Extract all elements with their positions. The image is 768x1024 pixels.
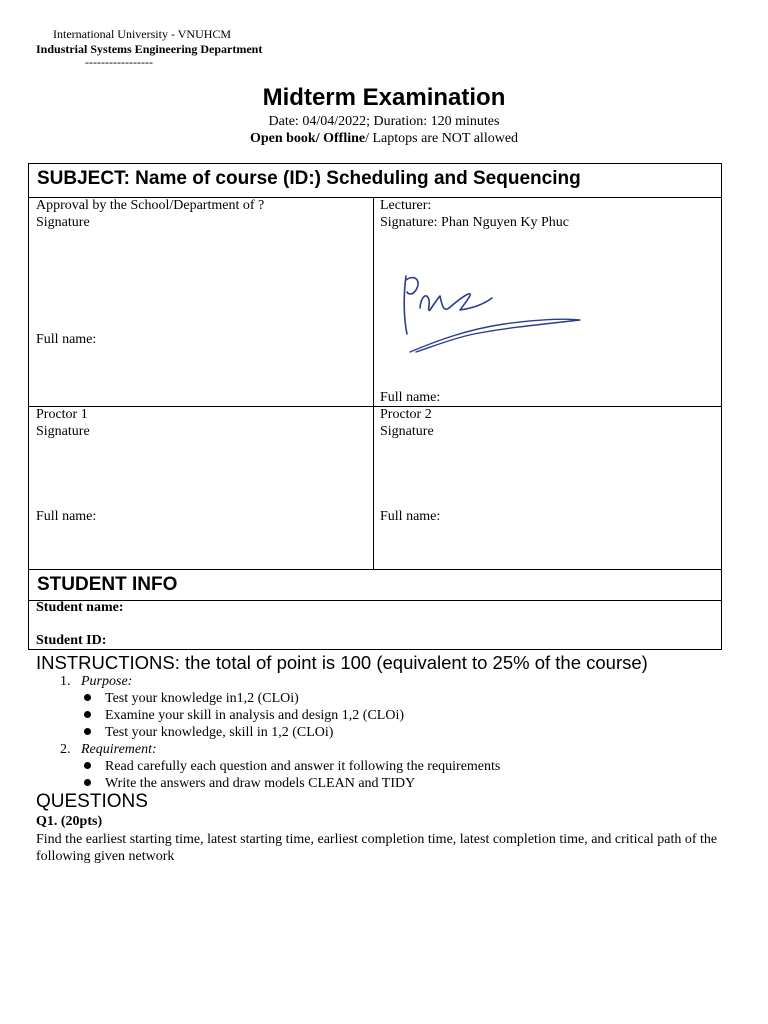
student-info-title-line [29, 600, 721, 601]
exam-info-table [28, 163, 722, 650]
bullet-text: Write the answers and draw models CLEAN and TIDY [105, 776, 416, 791]
bullet-item [84, 725, 333, 741]
bullet-text: Test your knowledge in1,2 (CLOi) [105, 691, 299, 706]
exam-title: Midterm Examination [262, 84, 506, 111]
proctor1-cell [29, 407, 373, 569]
bullet-text: Read carefully each question and answer it following the requirements [105, 759, 501, 774]
separator-line: ----------------- [85, 55, 153, 69]
bullet-dot-icon [84, 728, 91, 735]
lecturer-signature-image [394, 268, 594, 368]
instruction-item-label: Purpose: [81, 674, 133, 689]
question-1-label: Q1. (20pts) [36, 814, 103, 829]
student-info-title: STUDENT INFO [37, 574, 178, 595]
bullet-item [84, 759, 500, 775]
subject-row [29, 164, 721, 198]
lecturer-signature-line: Signature: Phan Nguyen Ky Phuc [380, 215, 569, 230]
subject-line: SUBJECT: Name of course (ID:) Scheduling and Sequencing [37, 168, 581, 189]
questions-heading: QUESTIONS [36, 791, 148, 812]
lecturer-cell [374, 198, 721, 406]
instruction-item-requirement [60, 742, 157, 758]
proctor2-heading: Proctor 2 [380, 407, 432, 422]
question-1-text: Find the earliest starting time, latest starting time, earliest completion time, latest completion time, and critical path of the following given network [36, 832, 718, 864]
bullet-text: Test your knowledge, skill in 1,2 (CLOi) [105, 725, 334, 740]
instructions-heading: INSTRUCTIONS: the total of point is 100 (equivalent to 25% of the course) [36, 652, 648, 673]
bullet-text: Examine your skill in analysis and design 1,2 (CLOi) [105, 708, 405, 723]
lecturer-fullname-label: Full name: [380, 390, 441, 405]
instruction-item-number: 1. [60, 674, 71, 689]
bullet-dot-icon [84, 779, 91, 786]
university-name: International University - VNUHCM [53, 27, 232, 41]
approval-cell [29, 198, 373, 406]
department-name: Industrial Systems Engineering Department [36, 42, 263, 56]
rules-rest: / Laptops are NOT allowed [365, 131, 519, 146]
rules-offline: Offline [319, 131, 366, 146]
instruction-item-number: 2. [60, 742, 71, 757]
bullet-item [84, 691, 299, 707]
student-id-label: Student ID: [36, 633, 107, 648]
approval-signature-label: Signature [36, 215, 90, 230]
instruction-item-purpose [60, 674, 132, 690]
student-info-top-line [29, 569, 721, 570]
approval-fullname-label: Full name: [36, 332, 97, 347]
proctor2-fullname-label: Full name: [380, 509, 441, 524]
proctor2-signature-label: Signature [380, 424, 434, 439]
proctor1-fullname-label: Full name: [36, 509, 97, 524]
proctor1-signature-label: Signature [36, 424, 90, 439]
exam-rules [0, 131, 768, 147]
proctor1-heading: Proctor 1 [36, 407, 88, 422]
exam-date-duration: Date: 04/04/2022; Duration: 120 minutes [268, 114, 500, 129]
rules-open-book: Open book/ [249, 131, 320, 146]
student-name-label: Student name: [36, 600, 124, 615]
bullet-dot-icon [84, 694, 91, 701]
instruction-item-label: Requirement: [81, 742, 157, 757]
bullet-dot-icon [84, 762, 91, 769]
bullet-dot-icon [84, 711, 91, 718]
bullet-item [84, 708, 404, 724]
proctor2-cell [374, 407, 721, 569]
bullet-item [84, 776, 415, 792]
approval-heading: Approval by the School/Department of ? [36, 198, 265, 213]
lecturer-heading: Lecturer: [380, 198, 432, 213]
